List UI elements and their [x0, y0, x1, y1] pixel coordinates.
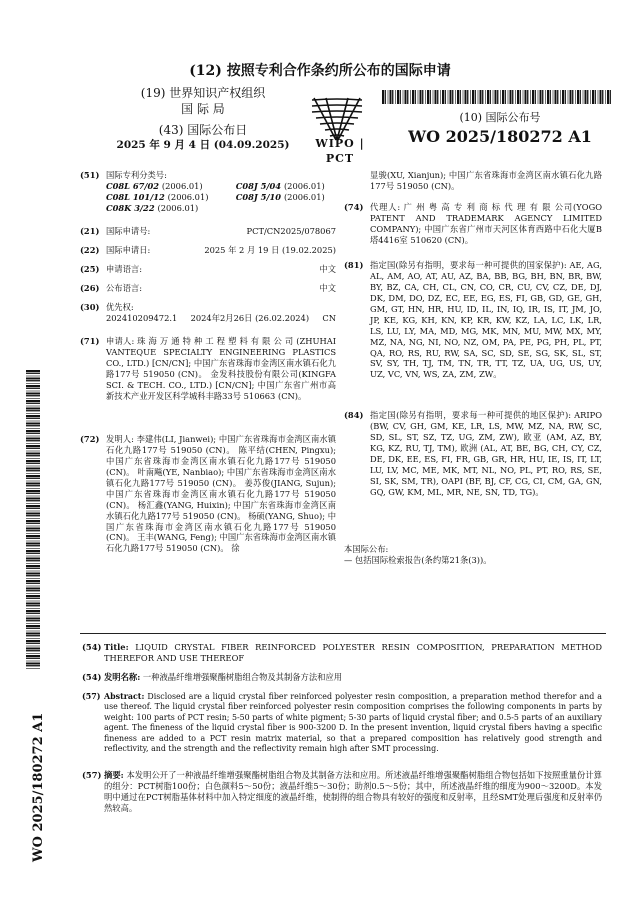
abstract-english: (57) Abstract: Disclosed are a liquid crystal fiber reinforced polyester resin composition, a preparation method therefor and a use thereof. The liquid crystal fiber reinforced polyester resin composition comprises the following components in parts by weight: 100 parts of PCT resin; 5-50 parts of white pigment; 5-30 parts of liquid crystal fiber; and 0.5-5 parts of an auxiliary agent. The fineness of the liquid crystal fiber is 900-3200 D. In the present invention, liquid crystal fibers having a specific fineness are added to a PCT resin matrix material, so that a prepared composition has relatively good strength and reflectivity, and the strength and the reflectivity remain high after SMT processing. [82, 692, 602, 754]
publisher-block [108, 86, 298, 152]
org-bureau: 国 际 局 [181, 101, 225, 116]
field-26-publication-language: (26) 公布语言: 中文 [80, 283, 336, 293]
classification-codes: C08L 67/02 (2006.01) C08J 5/04 (2006.01) C08L 101/12 (2006.01) C08J 5/10 (2006.01) C08K 3/22 (2006.01) [106, 180, 325, 213]
side-publication-number: WO 2025/180272 A1 [31, 712, 46, 862]
org-name: (19) 世界知识产权组织 [140, 86, 266, 100]
field-22-filing-date: (22) 国际申请日: 2025 年 2 月 19 日 (19.02.2025) [80, 245, 336, 255]
document-title: (12) 按照专利合作条约所公布的国际申请 [189, 63, 451, 79]
publication-number-block [390, 111, 610, 147]
pubdate-value: 2025 年 9 月 4 日 (04.09.2025) [116, 138, 290, 151]
field-25-filing-language: (25) 申请语言: 中文 [80, 264, 336, 274]
field-71-applicants: (71) 申请人: 珠 海 万 通 特 种 工 程 塑 料 有 限 公 司 (ZHUHAI VANTEQUE SPECIALTY ENGINEERING PLASTICS CO., LTD.) [CN/CN]; 中国广东省珠海市金湾区南水镇石化九路177号 519050 (CN)。 金发科技股份有限公司(KINGFA SCI. & TECH. CO., LTD.) [CN/CN]; 中国广东省广州市高新技术产业开发区科学城科丰路33号 510663 (CN)。 [80, 336, 336, 401]
section-divider [80, 633, 606, 634]
field-72-inventors-continued: 显骏(XU, Xianjun); 中国广东省珠海市金湾区南水镇石化九路177号 519050 (CN)。 [370, 170, 602, 191]
barcode-side [26, 370, 40, 670]
field-51-classification: (51) 国际专利分类号: C08L 67/02 (2006.01) C08J 5/04 (2006.01) C08L 101/12 (2006.01) C08J 5/10 (2006.01) C08K 3/22 (2006.01) [82, 170, 336, 214]
field-84-regional-states: (84) 指定国(除另有指明，要求每一种可提供的地区保护): ARIPO (BW, CV, GH, GM, KE, LR, LS, MW, MZ, NA, RW, SC, SD, SL, ST, SZ, TZ, UG, ZM, ZW), 欧亚 (AM, AZ, BY, KG, KZ, RU, TJ, TM), 欧洲 (AL, AT, BE, BG, CH, CY, CZ, DE, DK, EE, ES, FI, FR, GB, GR, HR, HU, IE, IS, IT, LT, LU, LV, MC, ME, MK, MT, NL, NO, PL, PT, RO, RS, SE, SI, SK, SM, TR), OAPI (BF, BJ, CF, CG, CI, CM, GA, GN, GQ, GW, KM, ML, MR, NE, SN, TD, TG)。 [344, 410, 602, 497]
barcode-top [382, 90, 612, 104]
title-english: (54) Title: LIQUID CRYSTAL FIBER REINFORCED POLYESTER RESIN COMPOSITION, PREPARATION METHOD THEREFOR AND USE THEREOF [82, 642, 602, 663]
field-74-agent: (74) 代理人: 广 州 粤 高 专 利 商 标 代 理 有 限 公司(YOGO PATENT AND TRADEMARK AGENCY LIMITED COMPANY); 中国广东省广州市天河区体育西路中石化大厦B塔4416室 510620 (CN)。 [344, 202, 602, 245]
field-30-priority: (30) 优先权: 202410209472.1 2024年2月26日 (26.02.2024) CN [80, 302, 336, 323]
title-chinese: (54) 发明名称: 一种液晶纤维增强聚酯树脂组合物及其制备方法和应用 [82, 672, 343, 682]
abstract-chinese: (57) 摘要: 本发明公开了一种液晶纤维增强聚酯树脂组合物及其制备方法和应用。所述液晶纤维增强聚酯树脂组合物包括如下按照重量份计算的组分：PCT树脂100份；白色颜料5～50份；液晶纤维5～30份；助剂0.5～5份；其中，所述液晶纤维的细度为900～3200D。本发明中通过在PCT树脂基体材料中加入特定细度的液晶纤维，使制得的组合物具有较好的强度和反射率，且经SMT处理后强度和反射率仍然较高。 [82, 770, 602, 813]
publication-number: WO 2025/180272 A1 [408, 126, 592, 146]
pubno-label: (10) 国际公布号 [459, 111, 541, 124]
field-21-application-number: (21) 国际申请号: PCT/CN2025/078067 [80, 226, 336, 236]
published-section: 本国际公布: — 包括国际检索报告(条约第21条(3))。 [344, 544, 492, 565]
field-72-inventors: (72) 发明人: 李建伟(LI, Jianwei); 中国广东省珠海市金湾区南水镇石化九路177号 519050 (CN)。 陈平结(CHEN, Pingxu); 中国广东省珠海市金湾区南水镇石化九路177号 519050 (CN)。 叶南飚(YE, Nanbiao); 中国广东省珠海市金湾区南水镇石化九路177号 519050 (CN)。 姜苏俊(JIANG, Sujun); 中国广东省珠海市金湾区南水镇石化九路177号 519050 (CN)。 杨汇鑫(YANG, Huixin); 中国广东省珠海市金湾区南水镇石化九路177号 519050 (CN)。 杨硕(YANG, Shuo); 中国广东省珠海市金湾区南水镇石化九路177号 519050 (CN)。 王丰(WANG, Feng); 中国广东省珠海市金湾区南水镇石化九路177号 519050 (CN)。 徐 [80, 434, 336, 554]
pubdate-label: (43) 国际公布日 [158, 123, 248, 138]
wipo-pct-label: WIPO | PCT [315, 137, 365, 165]
field-81-designated-states: (81) 指定国(除另有指明，要求每一种可提供的国家保护): AE, AG, AL, AM, AO, AT, AU, AZ, BA, BB, BG, BH, BN, BR, BW, BY, BZ, CA, CH, CL, CN, CO, CR, CU, CV, CZ, DE, DJ, DK, DM, DO, DZ, EC, EE, EG, ES, FI, GB, GD, GE, GH, GM, GT, HN, HR, HU, ID, IL, IN, IQ, IR, IS, IT, JM, JO, JP, KE, KG, KH, KN, KP, KR, KW, KZ, LA, LC, LK, LR, LS, LU, LY, MA, MD, MG, MK, MN, MU, MW, MX, MY, MZ, NA, NG, NI, NO, NZ, OM, PA, PE, PG, PH, PL, PT, QA, RO, RS, RU, RW, SA, SC, SD, SE, SG, SK, SL, ST, SV, SY, TH, TJ, TM, TN, TR, TT, TZ, UA, UG, US, UY, UZ, VC, VN, WS, ZA, ZM, ZW。 [344, 260, 602, 380]
